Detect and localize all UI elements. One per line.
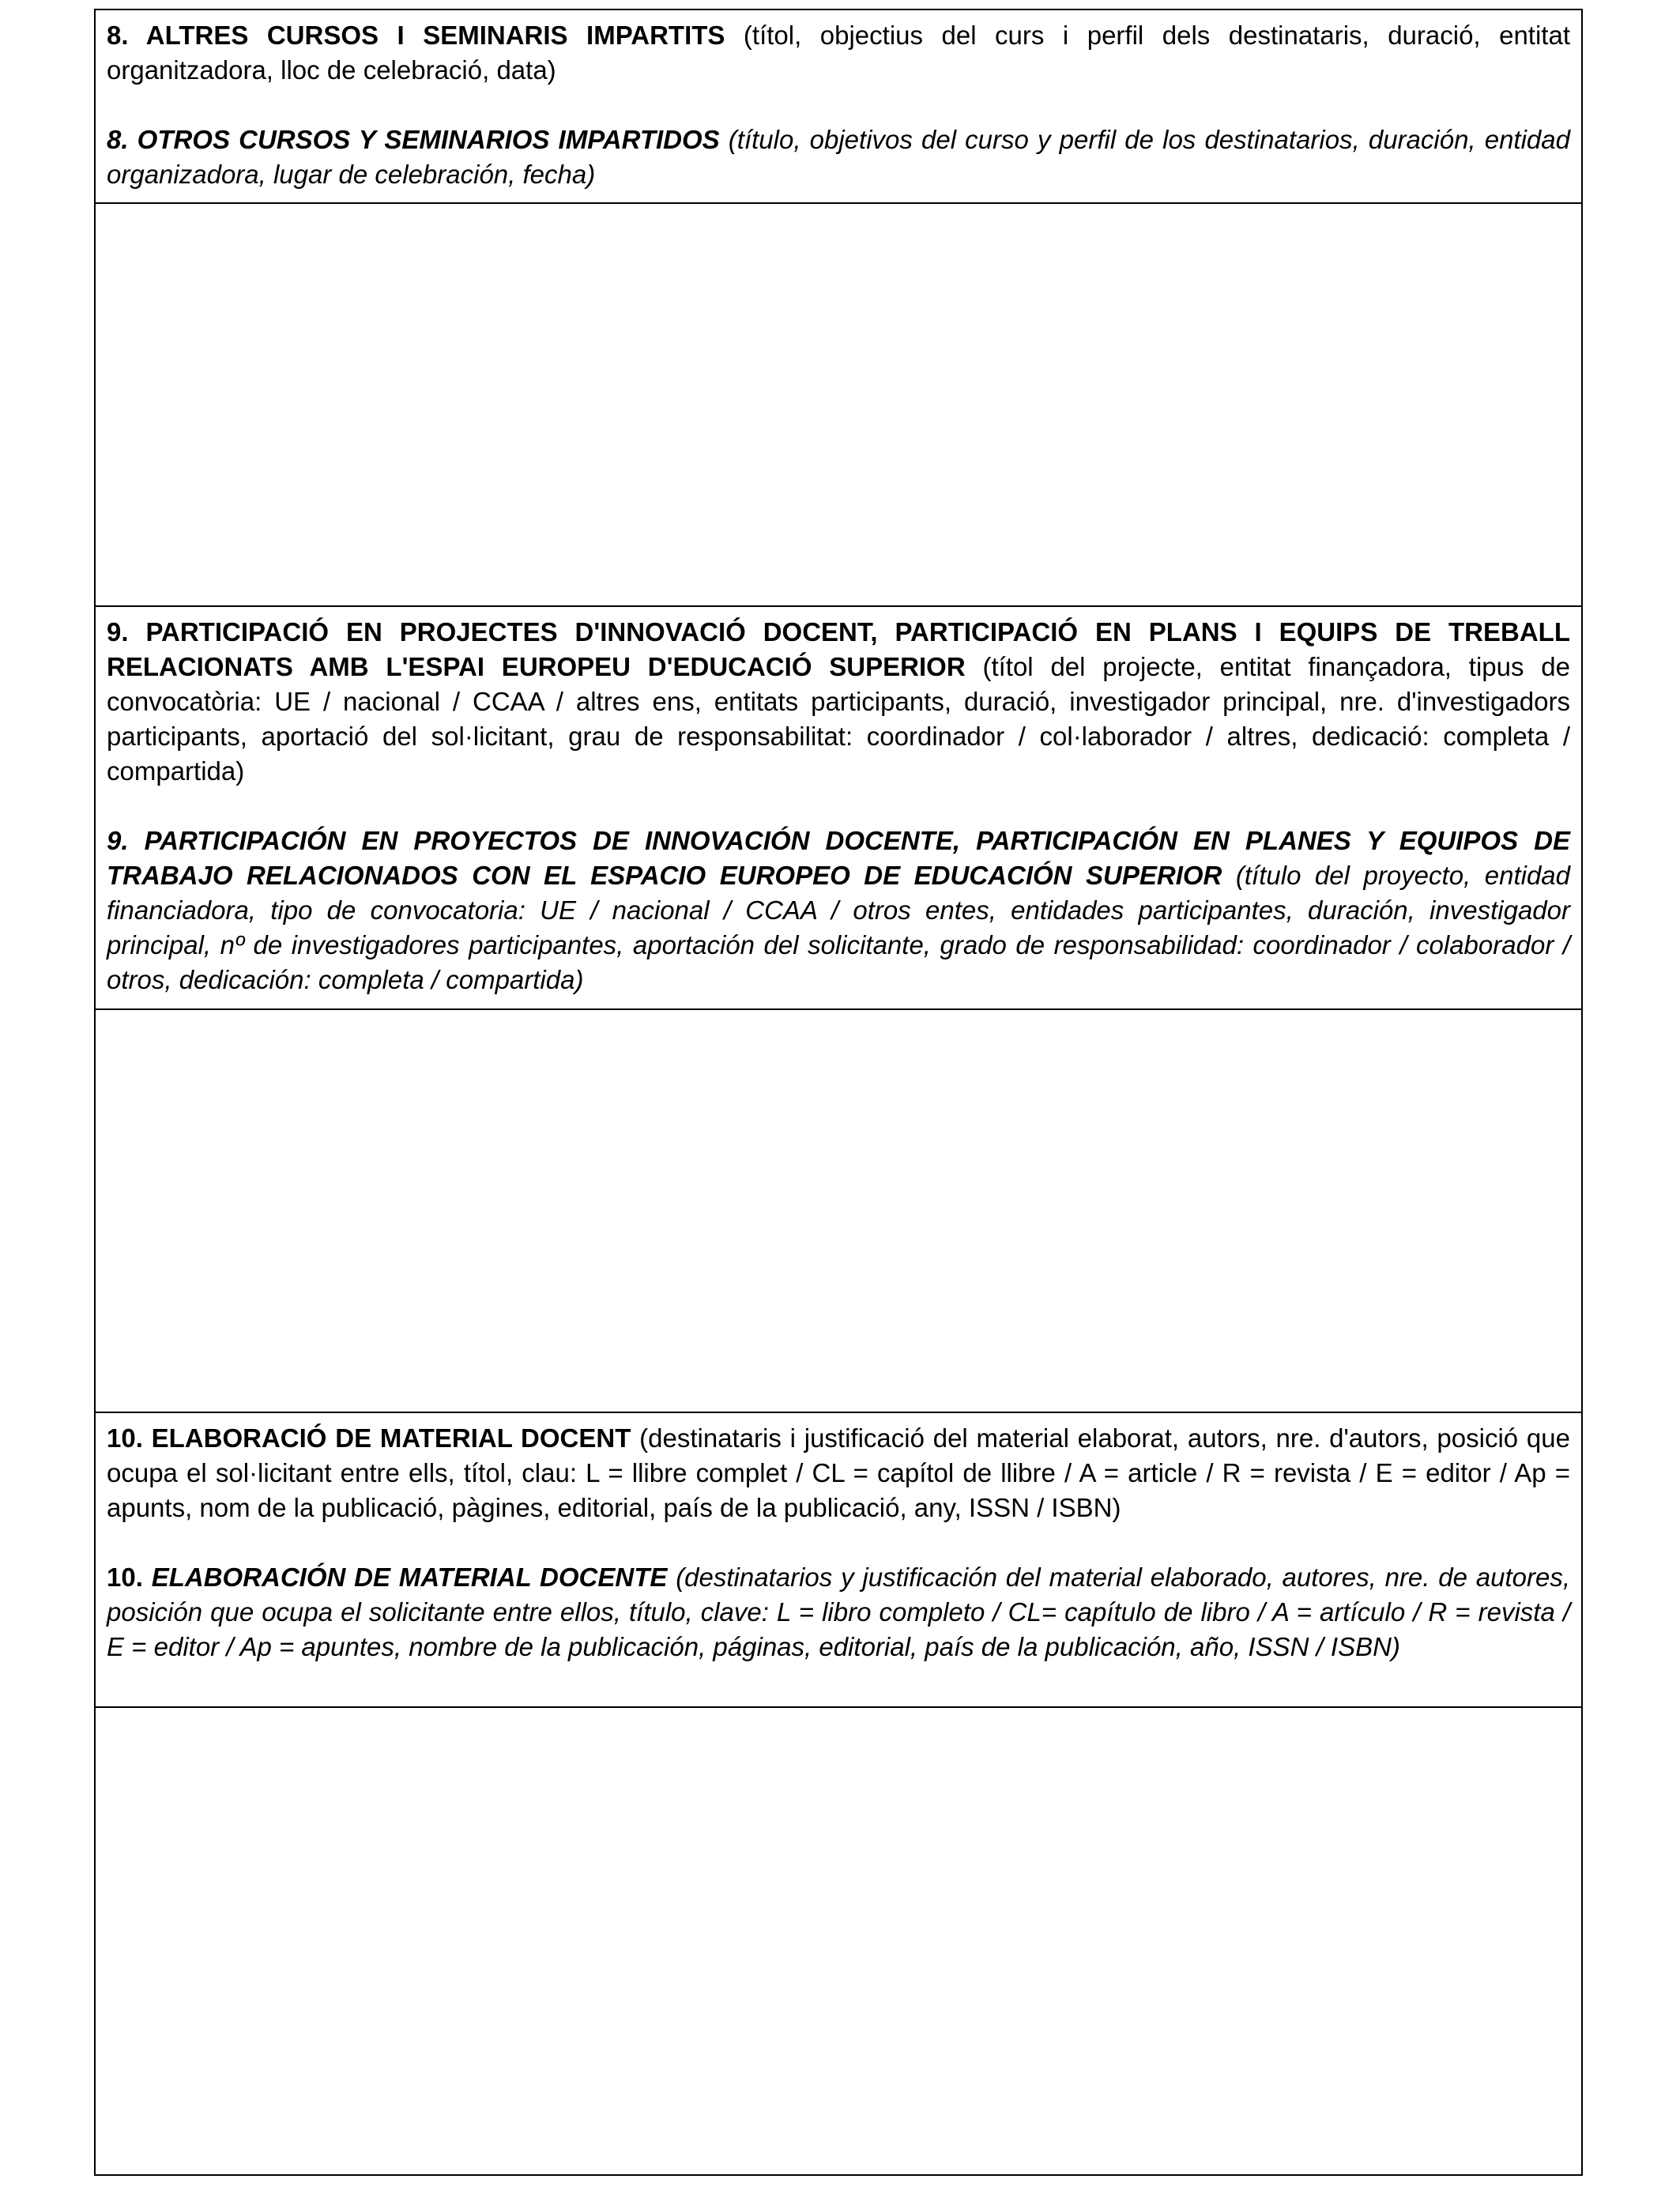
section-8-spanish-text xyxy=(107,123,1570,192)
section-9-catalan-description: (títol del projecte, entitat finançadora, tipus de convocatòria: UE / nacional / CCAA / altres ens, entitats participants, duració, investigador principal, nre. d'investigadors participants, aportació del sol·licitant, grau de responsabilitat: coordinador / col·laborador / altres, dedicació: completa / compartida) xyxy=(107,652,1570,786)
section-10-spanish-title: ELABORACIÓN DE MATERIAL DOCENTE xyxy=(151,1563,668,1592)
section-10-spanish-description: (destinatarios y justificación del material elaborado, autores, nre. de autores, posición que ocupa el solicitante entre ellos, título, clave: L = libro completo / CL= capítulo de libro / A = artículo / R = revista / E = editor / Ap = apuntes, nombre de la publicación, páginas, editorial, país de la publicación, año, ISSN / ISBN) xyxy=(107,1563,1570,1661)
section-10-spanish-number: 10. xyxy=(107,1563,152,1592)
section-9-catalan-text xyxy=(107,615,1570,789)
section-8-spanish-title: 8. OTROS CURSOS Y SEMINARIOS IMPARTIDOS xyxy=(107,125,720,154)
section-10-spanish-text xyxy=(107,1560,1570,1664)
section-9-spanish-title: 9. PARTICIPACIÓN EN PROYECTOS DE INNOVACIÓN DOCENTE, PARTICIPACIÓN EN PLANES Y EQUIPOS DE TRABAJO RELACIONADOS CON EL ESPACIO EUROPEO DE EDUCACIÓN SUPERIOR xyxy=(107,826,1570,890)
section-9-answer-field[interactable] xyxy=(96,1008,1581,1412)
section-8-header xyxy=(96,10,1581,202)
section-9-spanish-description: (título del proyecto, entidad financiadora, tipo de convocatoria: UE / nacional / CCAA / otros entes, entidades participantes, duración, investigador principal, nº de investigadores participantes, aportación del solicitante, grado de responsabilidad: coordinador / colaborador / otros, dedicación: completa / compartida) xyxy=(107,861,1571,994)
section-10-answer-field[interactable] xyxy=(96,1706,1581,2174)
section-10-catalan-title: 10. ELABORACIÓ DE MATERIAL DOCENT xyxy=(107,1423,631,1453)
section-9-spanish-text xyxy=(107,824,1570,997)
section-10-catalan-description: (destinataris i justificació del material elaborat, autors, nre. d'autors, posició que ocupa el sol·licitant entre ells, títol, clau: L = llibre complet / CL = capítol de llibre / A = article / R = revista / E = editor / Ap = apunts, nom de la publicació, pàgines, editorial, país de la publicació, any, ISSN / ISBN) xyxy=(107,1423,1570,1522)
section-10-catalan-text xyxy=(107,1421,1570,1525)
section-9-catalan-title: 9. PARTICIPACIÓ EN PROJECTES D'INNOVACIÓ DOCENT, PARTICIPACIÓ EN PLANS I EQUIPS DE TREBALL RELACIONATS AMB L'ESPAI EUROPEU D'EDUCACIÓ SUPERIOR xyxy=(107,617,1570,681)
form-table xyxy=(94,9,1583,2176)
section-8-spanish-description: (título, objetivos del curso y perfil de los destinatarios, duración, entidad organizadora, lugar de celebración, fecha) xyxy=(107,125,1570,189)
section-8-catalan-title: 8. ALTRES CURSOS I SEMINARIS IMPARTITS xyxy=(107,21,725,50)
section-8-answer-field[interactable] xyxy=(96,202,1581,605)
section-10-header xyxy=(96,1412,1581,1706)
section-8-catalan-text xyxy=(107,18,1570,88)
section-8-catalan-description: (títol, objectius del curs i perfil dels destinataris, duració, entitat organitzadora, lloc de celebració, data) xyxy=(107,21,1570,85)
section-9-header xyxy=(96,605,1581,1008)
